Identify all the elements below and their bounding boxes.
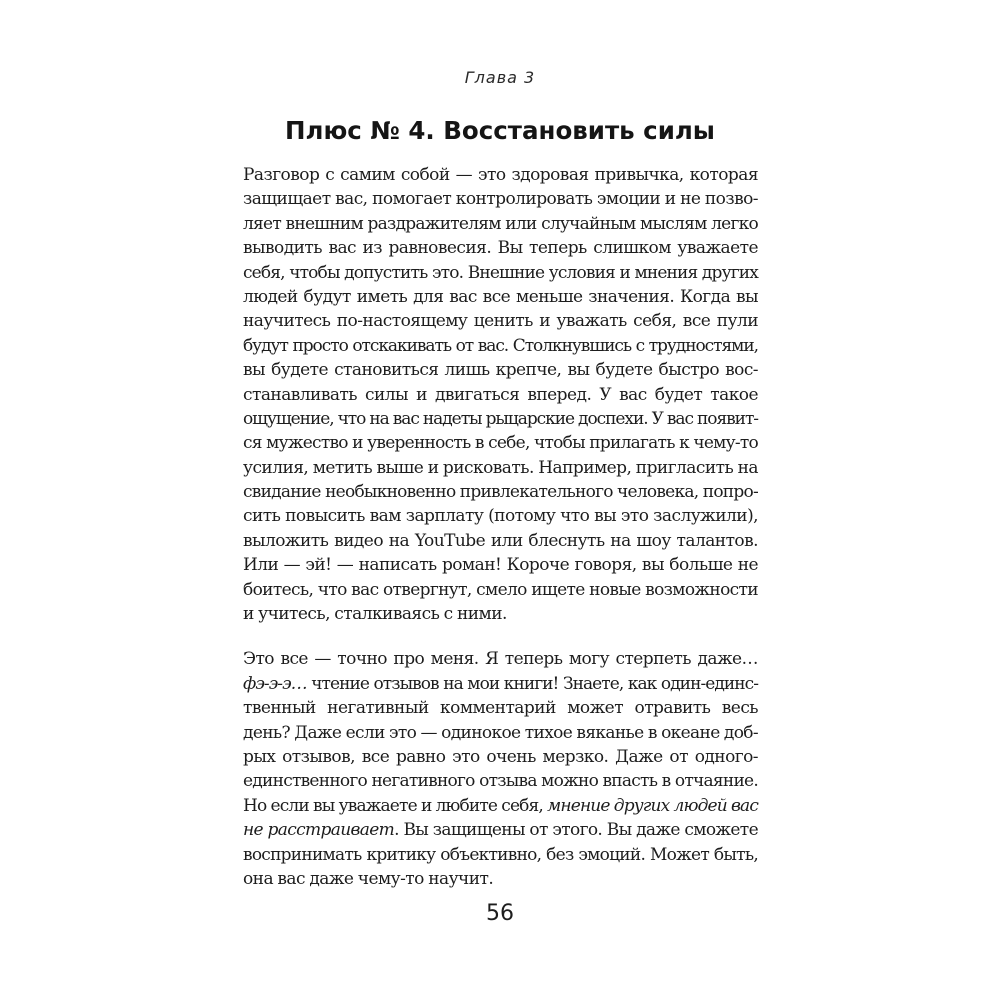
text-line: свидание необыкновенно привлекательного человека, попро-	[243, 482, 758, 503]
text-line: воспринимать критику объективно, без эмоций. Может быть,	[243, 844, 758, 865]
text-line: себя, чтобы допустить это. Внешние условия и мнения других	[243, 262, 758, 283]
text-line	[243, 818, 758, 842]
text-line: твенный негативный комментарий может отравить весь	[243, 698, 758, 719]
text-line: ляет внешним раздражителям или случайным мыслям легко	[243, 213, 758, 234]
text-line: будут просто отскакивать от вас. Столкнувшись с трудностями,	[243, 335, 758, 356]
text-line: и учитесь, сталкиваясь с ними.	[243, 604, 507, 625]
text-line: людей будут иметь для вас все меньше значения. Когда вы	[243, 286, 758, 307]
text-line: сить повысить вам зарплату (потому что вы это заслужили),	[243, 506, 758, 527]
text-line	[243, 794, 758, 818]
text-run: . Вы защищены от этого. Вы даже сможете	[394, 820, 758, 841]
italic-emphasis: мнение других людей вас	[547, 795, 758, 816]
text-line: Это все — точно про меня. Я теперь могу стерпеть даже…	[243, 649, 758, 670]
text-run: Но если вы уважаете и любите себя,	[243, 795, 548, 816]
page-number: 56	[486, 901, 514, 926]
text-line: ся мужество и уверенность в себе, чтобы прилагать к чему-то	[243, 433, 758, 454]
text-line: выложить видео на YouTube или блеснуть на шоу талантов.	[243, 530, 758, 551]
text-line	[243, 672, 758, 696]
text-run: чтение отзывов на мои книги! Знаете, как один-единс-	[306, 673, 758, 694]
text-line: выводить вас из равновесия. Вы теперь слишком уважаете	[243, 238, 758, 259]
text-line: вы будете становиться лишь крепче, вы будете быстро вос-	[243, 360, 758, 381]
paragraph-1	[243, 163, 758, 626]
text-line: единственного негативного отзыва можно впасть в отчаяние.	[243, 771, 758, 792]
running-head: Глава 3	[464, 68, 536, 87]
italic-interjection: фэ-э-э…	[243, 673, 307, 694]
text-line: она вас даже чему-то научит.	[243, 868, 494, 889]
text-line: станавливать силы и двигаться вперед. У вас будет такое	[243, 384, 758, 405]
text-line: ощущение, что на вас надеты рыцарские доспехи. У вас появит-	[243, 408, 758, 429]
text-line: боитесь, что вас отвергнут, смело ищете новые возможности	[243, 579, 758, 600]
text-line: Разговор с самим собой — это здоровая привычка, которая	[243, 165, 758, 185]
text-line: защищает вас, помогает контролировать эмоции и не позво-	[243, 189, 758, 210]
paragraph-2	[243, 647, 758, 891]
text-line: Или — эй! — написать роман! Короче говоря, вы больше не	[243, 555, 758, 576]
paragraph-gap	[243, 626, 758, 647]
text-line: день? Даже если это — одинокое тихое вяканье в океане доб-	[243, 722, 758, 743]
italic-emphasis: не расстраивает	[243, 820, 395, 841]
text-line: научитесь по-настоящему ценить и уважать себя, все пули	[243, 311, 758, 332]
body-text	[243, 163, 758, 891]
text-line: рых отзывов, все равно это очень мерзко. Даже от одного-	[243, 746, 758, 767]
section-title: Плюс № 4. Восстановить силы	[285, 116, 715, 145]
text-line: усилия, метить выше и рисковать. Например, пригласить на	[243, 457, 758, 478]
